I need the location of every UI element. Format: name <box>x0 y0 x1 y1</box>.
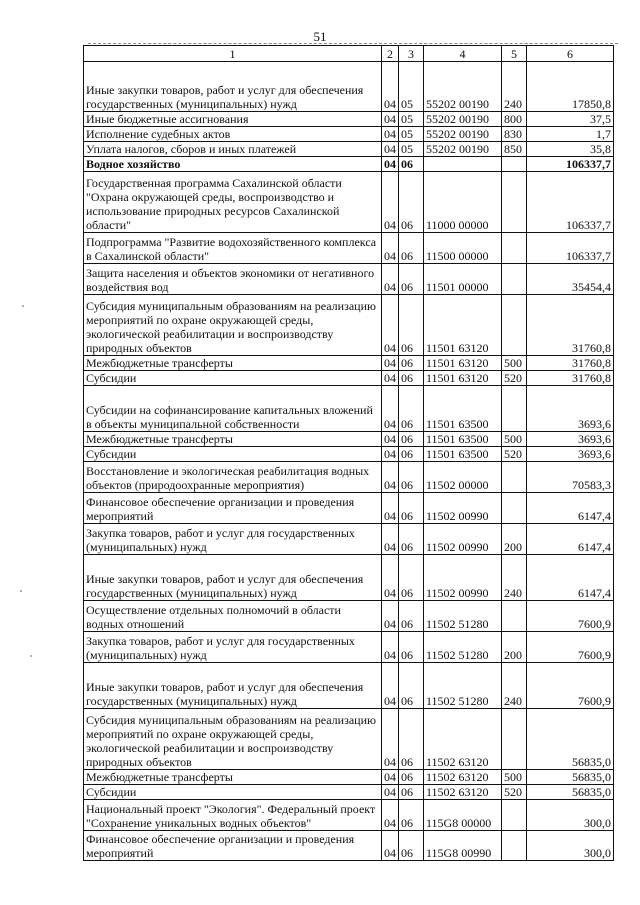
row-target-article: 11500 00000 <box>424 233 502 264</box>
top-rule <box>88 43 618 44</box>
row-subsection-code: 05 <box>399 142 424 157</box>
scan-dot <box>22 305 24 307</box>
row-target-article: 11501 63120 <box>424 356 502 371</box>
row-expense-type <box>502 462 527 493</box>
row-section-code: 04 <box>382 462 399 493</box>
row-target-article: 11502 00990 <box>424 524 502 555</box>
row-name: Государственная программа Сахалинской области "Охрана окружающей среды, воспроизводство и использование природных ресурсов Сахалинской области" <box>84 172 382 233</box>
table-row <box>84 172 614 233</box>
table-row <box>84 800 614 831</box>
row-expense-type: 240 <box>502 555 527 601</box>
row-section-code: 04 <box>382 112 399 127</box>
row-target-article: 11501 63500 <box>424 447 502 462</box>
row-target-article: 11502 63120 <box>424 709 502 770</box>
row-target-article: 115G8 00000 <box>424 800 502 831</box>
row-name: Межбюджетные трансферты <box>84 356 382 371</box>
row-section-code: 04 <box>382 601 399 632</box>
row-expense-type <box>502 172 527 233</box>
row-expense-type <box>502 157 527 172</box>
row-target-article: 11502 51280 <box>424 663 502 709</box>
row-subsection-code: 06 <box>399 233 424 264</box>
row-section-code: 04 <box>382 157 399 172</box>
row-target-article: 11501 63120 <box>424 295 502 356</box>
table-row <box>84 555 614 601</box>
row-section-code: 04 <box>382 142 399 157</box>
row-subsection-code: 06 <box>399 172 424 233</box>
row-section-code: 04 <box>382 432 399 447</box>
row-target-article <box>424 157 502 172</box>
table-row <box>84 770 614 785</box>
table-row <box>84 112 614 127</box>
row-section-code: 04 <box>382 800 399 831</box>
row-section-code: 04 <box>382 770 399 785</box>
row-expense-type <box>502 233 527 264</box>
row-expense-type <box>502 493 527 524</box>
row-target-article: 11502 63120 <box>424 770 502 785</box>
row-expense-type: 200 <box>502 632 527 663</box>
row-name: Подпрограмма "Развитие водохозяйственного комплекса в Сахалинской области" <box>84 233 382 264</box>
row-amount: 35454,4 <box>527 264 614 295</box>
row-section-code: 04 <box>382 447 399 462</box>
row-expense-type: 520 <box>502 447 527 462</box>
row-amount: 37,5 <box>527 112 614 127</box>
row-subsection-code: 06 <box>399 386 424 432</box>
row-target-article: 11502 51280 <box>424 632 502 663</box>
header-col-4: 4 <box>424 46 502 62</box>
row-subsection-code: 06 <box>399 371 424 386</box>
header-col-1: 1 <box>84 46 382 62</box>
row-section-code: 04 <box>382 127 399 142</box>
row-subsection-code: 06 <box>399 493 424 524</box>
row-name: Иные закупки товаров, работ и услуг для обеспечения государственных (муниципальных) нужд <box>84 555 382 601</box>
header-col-5: 5 <box>502 46 527 62</box>
row-amount: 106337,7 <box>527 172 614 233</box>
row-subsection-code: 06 <box>399 295 424 356</box>
row-name: Иные закупки товаров, работ и услуг для обеспечения государственных (муниципальных) нужд <box>84 62 382 112</box>
row-section-code: 04 <box>382 295 399 356</box>
row-section-code: 04 <box>382 493 399 524</box>
table-row <box>84 462 614 493</box>
row-target-article: 55202 00190 <box>424 62 502 112</box>
row-target-article: 11501 00000 <box>424 264 502 295</box>
row-name: Иные бюджетные ассигнования <box>84 112 382 127</box>
row-expense-type <box>502 295 527 356</box>
row-subsection-code: 06 <box>399 601 424 632</box>
row-amount: 1,7 <box>527 127 614 142</box>
header-col-6: 6 <box>527 46 614 62</box>
table-row <box>84 371 614 386</box>
row-name: Исполнение судебных актов <box>84 127 382 142</box>
row-section-code: 04 <box>382 356 399 371</box>
row-expense-type <box>502 831 527 861</box>
scan-dot <box>30 655 32 657</box>
row-name: Финансовое обеспечение организации и проведения мероприятий <box>84 831 382 861</box>
row-expense-type <box>502 386 527 432</box>
scan-dot <box>20 590 22 592</box>
row-amount: 35,8 <box>527 142 614 157</box>
row-target-article: 55202 00190 <box>424 142 502 157</box>
row-subsection-code: 06 <box>399 432 424 447</box>
row-name: Межбюджетные трансферты <box>84 770 382 785</box>
table-row <box>84 493 614 524</box>
table-row <box>84 295 614 356</box>
row-target-article: 55202 00190 <box>424 127 502 142</box>
row-subsection-code: 06 <box>399 555 424 601</box>
row-name: Субсидия муниципальным образованиям на реализацию мероприятий по охране окружающей среды, экологической реабилитации и воспроизводству природных объектов <box>84 295 382 356</box>
row-amount: 7600,9 <box>527 632 614 663</box>
row-amount: 300,0 <box>527 800 614 831</box>
row-expense-type: 200 <box>502 524 527 555</box>
row-section-code: 04 <box>382 555 399 601</box>
row-name: Национальный проект "Экология". Федеральный проект "Сохранение уникальных водных объектов" <box>84 800 382 831</box>
row-amount: 3693,6 <box>527 447 614 462</box>
row-expense-type: 240 <box>502 62 527 112</box>
row-section-code: 04 <box>382 785 399 800</box>
row-amount: 106337,7 <box>527 157 614 172</box>
row-amount: 17850,8 <box>527 62 614 112</box>
row-subsection-code: 05 <box>399 127 424 142</box>
row-subsection-code: 06 <box>399 831 424 861</box>
row-amount: 31760,8 <box>527 295 614 356</box>
row-amount: 3693,6 <box>527 386 614 432</box>
row-expense-type: 800 <box>502 112 527 127</box>
row-expense-type: 500 <box>502 356 527 371</box>
table-row <box>84 386 614 432</box>
row-target-article: 11502 00990 <box>424 493 502 524</box>
row-target-article: 11501 63120 <box>424 371 502 386</box>
row-target-article: 11000 00000 <box>424 172 502 233</box>
row-target-article: 11502 00000 <box>424 462 502 493</box>
row-subsection-code: 05 <box>399 62 424 112</box>
row-name: Осуществление отдельных полномочий в области водных отношений <box>84 601 382 632</box>
row-name: Защита населения и объектов экономики от негативного воздействия вод <box>84 264 382 295</box>
row-section-code: 04 <box>382 62 399 112</box>
row-amount: 3693,6 <box>527 432 614 447</box>
row-target-article: 11501 63500 <box>424 432 502 447</box>
budget-table <box>83 45 614 861</box>
row-expense-type <box>502 601 527 632</box>
table-row <box>84 264 614 295</box>
table-row <box>84 601 614 632</box>
row-name: Иные закупки товаров, работ и услуг для обеспечения государственных (муниципальных) нужд <box>84 663 382 709</box>
row-name: Субсидии <box>84 447 382 462</box>
row-name: Субсидия муниципальным образованиям на реализацию мероприятий по охране окружающей среды, экологической реабилитации и воспроизводству природных объектов <box>84 709 382 770</box>
row-amount: 6147,4 <box>527 524 614 555</box>
row-subsection-code: 05 <box>399 112 424 127</box>
table-row <box>84 142 614 157</box>
row-section-code: 04 <box>382 632 399 663</box>
row-expense-type: 520 <box>502 371 527 386</box>
table-row <box>84 709 614 770</box>
row-subsection-code: 06 <box>399 800 424 831</box>
row-name: Субсидии <box>84 785 382 800</box>
row-name: Закупка товаров, работ и услуг для государственных (муниципальных) нужд <box>84 632 382 663</box>
row-amount: 31760,8 <box>527 371 614 386</box>
row-section-code: 04 <box>382 709 399 770</box>
row-amount: 106337,7 <box>527 233 614 264</box>
row-amount: 6147,4 <box>527 493 614 524</box>
row-amount: 56835,0 <box>527 709 614 770</box>
row-expense-type <box>502 709 527 770</box>
header-col-3: 3 <box>399 46 424 62</box>
row-subsection-code: 06 <box>399 709 424 770</box>
row-name: Субсидии <box>84 371 382 386</box>
table-row <box>84 356 614 371</box>
row-name: Закупка товаров, работ и услуг для государственных (муниципальных) нужд <box>84 524 382 555</box>
row-name: Субсидии на софинансирование капитальных вложений в объекты муниципальной собственности <box>84 386 382 432</box>
row-target-article: 55202 00190 <box>424 112 502 127</box>
table-row <box>84 831 614 861</box>
table-row <box>84 524 614 555</box>
row-amount: 7600,9 <box>527 663 614 709</box>
table-row <box>84 447 614 462</box>
row-amount: 70583,3 <box>527 462 614 493</box>
row-amount: 300,0 <box>527 831 614 861</box>
row-subsection-code: 06 <box>399 663 424 709</box>
row-expense-type: 500 <box>502 770 527 785</box>
table-row <box>84 432 614 447</box>
row-amount: 31760,8 <box>527 356 614 371</box>
row-expense-type <box>502 800 527 831</box>
row-subsection-code: 06 <box>399 356 424 371</box>
row-expense-type: 850 <box>502 142 527 157</box>
row-subsection-code: 06 <box>399 524 424 555</box>
row-expense-type: 500 <box>502 432 527 447</box>
row-subsection-code: 06 <box>399 264 424 295</box>
row-name: Водное хозяйство <box>84 157 382 172</box>
table-row <box>84 785 614 800</box>
row-name: Уплата налогов, сборов и иных платежей <box>84 142 382 157</box>
row-amount: 56835,0 <box>527 785 614 800</box>
row-subsection-code: 06 <box>399 785 424 800</box>
row-section-code: 04 <box>382 172 399 233</box>
row-target-article: 11502 63120 <box>424 785 502 800</box>
row-section-code: 04 <box>382 831 399 861</box>
row-expense-type: 520 <box>502 785 527 800</box>
row-amount: 7600,9 <box>527 601 614 632</box>
table-row <box>84 62 614 112</box>
row-section-code: 04 <box>382 233 399 264</box>
row-subsection-code: 06 <box>399 462 424 493</box>
row-amount: 6147,4 <box>527 555 614 601</box>
row-name: Межбюджетные трансферты <box>84 432 382 447</box>
row-name: Финансовое обеспечение организации и проведения мероприятий <box>84 493 382 524</box>
row-section-code: 04 <box>382 663 399 709</box>
table-row <box>84 233 614 264</box>
row-subsection-code: 06 <box>399 447 424 462</box>
row-target-article: 11501 63500 <box>424 386 502 432</box>
row-name: Восстановление и экологическая реабилитация водных объектов (природоохранные мероприятия) <box>84 462 382 493</box>
row-expense-type: 240 <box>502 663 527 709</box>
row-section-code: 04 <box>382 371 399 386</box>
row-subsection-code: 06 <box>399 157 424 172</box>
header-row <box>84 46 614 62</box>
row-target-article: 115G8 00990 <box>424 831 502 861</box>
row-expense-type <box>502 264 527 295</box>
row-subsection-code: 06 <box>399 632 424 663</box>
table-row <box>84 632 614 663</box>
row-subsection-code: 06 <box>399 770 424 785</box>
row-expense-type: 830 <box>502 127 527 142</box>
table-row <box>84 663 614 709</box>
table-row <box>84 157 614 172</box>
row-target-article: 11502 00990 <box>424 555 502 601</box>
page-number: 51 <box>313 29 327 44</box>
table-row <box>84 127 614 142</box>
row-target-article: 11502 51280 <box>424 601 502 632</box>
row-section-code: 04 <box>382 264 399 295</box>
row-section-code: 04 <box>382 386 399 432</box>
row-amount: 56835,0 <box>527 770 614 785</box>
row-section-code: 04 <box>382 524 399 555</box>
header-col-2: 2 <box>382 46 399 62</box>
